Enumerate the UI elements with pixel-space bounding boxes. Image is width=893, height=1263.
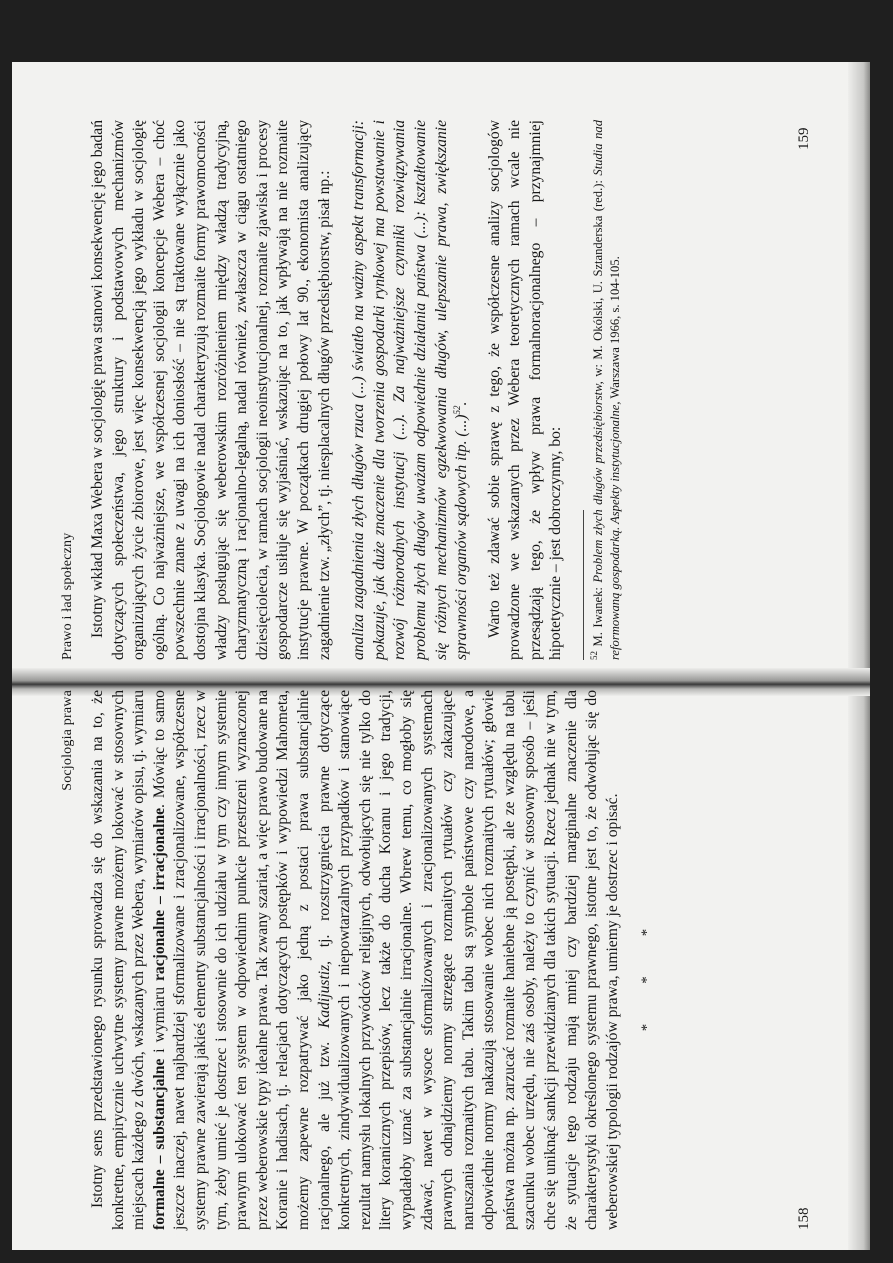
- bold-term: racjonalne – irracjonalne: [150, 807, 168, 981]
- text-run: . Mówiąc to samo jeszcze inaczej, nawet najbardziej sformalizowane i zracjonalizowane, współczesne systemy prawne zawierają jakieś elementy substancjalności i irracjonalności, rzecz w tym, żeby umieć je dostrzec i stosownie do ich udziału w tym czy innym systemie prawnym ulokować ten system w odpowiednim punkcie przestrzeni wyznaczonej przez weberowskie typy idealne prawa. Tak zwany szariat, a więc prawo budowane na Koranie i hadisach, tj. relacjach dotyczących postępków i wypowiedzi Mahometa, możemy zapewne rozpatrywać jako jedną z postaci prawa substancjalnie racjonalnego, ale już tzw.: [150, 690, 333, 1230]
- page-number: 159: [796, 127, 812, 150]
- page-body: [88, 690, 664, 1230]
- text-run: Istotny sens przedstawionego rysunku sprowadza się do wskazania na to, że konkretne, empirycznie uchwytne systemy prawne możemy lokować w stosownych miejscach każdego z dwóch, wskazanych przez Webera, wymiarów opisu, tj. wymiaru: [89, 690, 148, 1230]
- block-quote: analiza zagadnienia złych długów rzuca (...) światło na ważny aspekt transformacji: pokazuje, jak duże znaczenie dla tworzenia gospodarki rynkowej ma powstawanie i rozwój różnorodnych instytucji (...). Za najważniejsze czynniki rozwiązywania problemu złych długów uważam odpowiednie działania państwa (...): kształtowanie się różnych mechanizmów egzekwowania długów, ulepszanie prawa, zwiększanie sprawności organów sądowych itp. (...)$^{52}$.: [350, 120, 471, 660]
- asterisk: *: [639, 983, 656, 1032]
- paragraph: Istotny wkład Maxa Webera w socjologię prawa stanowi konsekwencję jego badań dotyczących społeczeństwa, jego struktury i podstawowych mechanizmów organizujących życie zbiorowe, jest więc konsekwencją jego wykładu w socjologię ogólną. Co najważniejsze, we współczesnej socjologii koncepcje Webera – choć powszechnie znane z uwagi na ich doniosłość – nie są traktowane wyłącznie jako dostojna klasyka. Socjologowie nadal charakteryzują rozmaite formy prawomocności władzy posługując się weberowskim rozróżnieniem między władzą tradycyjną, charyzmatyczną i racjonalno-legalną, nadal również, zwłaszcza w ciągu ostatniego dziesięciolecia, w ramach socjologii neoinstytucjonalnej, rozmaite zjawiska i procesy gospodarcze usiłuje się wyjaśniać, wskazując na to, jak wpływają na nie rozmaite instytucje prawne. W początkach drugiej połowy lat 90., ekonomista analizujący zagadnienie tzw. „złych”, tj. niesplacalnych długów przedsiębiorstw, pisał np.:: [89, 120, 333, 660]
- footnote-title: Problem złych długów przedsiębiorstw,: [591, 381, 606, 583]
- footnote-book: Studia nad reformowaną gospodarką. Aspekty instytucjonalne,: [591, 120, 622, 660]
- running-head: Prawo i ład społeczny: [60, 532, 75, 660]
- footnote: [590, 120, 623, 660]
- footnote-ref: 52: [451, 405, 462, 415]
- page-159: [60, 120, 820, 660]
- page-158: [60, 690, 820, 1230]
- paragraph: Warto też zdawać sobie sprawę z tego, że współczesne analizy socjologów prowadzone we wskazanych przez Webera teoretycznych ramach wcale nie przesądzają tego, że wpływ prawa formalnoracjonalnego – przynajmniej hipotetycznie – jest dobroczynny, bo:: [485, 120, 565, 660]
- footnote-in: w: M. Okólski, U. Sztanderska (red.):: [591, 180, 606, 377]
- quote-text: analiza zagadnienia złych długów rzuca (...) światło na ważny aspekt transformacji: pokazuje, jak duże znaczenie dla tworzenia gospodarki rynkowej ma powstawanie i rozwój różnorodnych instytucji (...). Za najważniejsze czynniki rozwiązywania problemu złych długów uważam odpowiednie działania państwa (...): kształtowanie się różnych mechanizmów egzekwowania długów, ulepszanie prawa, zwiększanie sprawności organów sądowych itp. (...): [350, 120, 471, 660]
- text-run: i wymiaru: [150, 986, 168, 1053]
- footnote-rule: [583, 510, 584, 660]
- asterisk: *: [639, 936, 656, 984]
- asterisk: *: [639, 888, 656, 937]
- footnote-author: M. Iwanek:: [591, 587, 606, 647]
- footnote-pub: Warszawa 1966, s. 104-105.: [607, 256, 622, 399]
- paragraph: [88, 690, 623, 1230]
- page-number: 158: [796, 1207, 812, 1230]
- italic-term: Kadijustiz,: [315, 960, 333, 1029]
- bold-term: formalne – substancjalne: [150, 1058, 168, 1230]
- page-body: [88, 120, 623, 660]
- text-run: tj. rozstrzygnięcia prawne dotyczące konkretnych, zindywidualizowanych i niepowtarzalnych przypadków i stanowiące rezultat namysłu lokalnych przywódców religijnych, odwołujących się nie tylko do litery koranicznych przepisów, lecz także do ducha Koranu i jego tradycji, wypadałoby uznać za substancjalnie irracjonalne. Wbrew temu, co mogłoby się zdawać, nawet w wysoce sformalizowanych i zracjonalizowanych systemach prawnych odnajdziemy normy strzegące rozmaitych rytuałów czy zakazujące naruszania rozmaitych tabu. Takim tabu są symbole państwowe czy narodowe, a odpowiednie normy nakazują stosowanie wobec nich rozmaitych rytuałów; głowie państwa można np. zarzucać rozmaite haniebne ją postępki, ale ze względu na tabu szacunku wobec urzędu, nie zaś osoby, należy to czynić w stosowny sposób – jeśli chce się uniknąć sankcji przewidzianych dla takich sytuacji. Rzecz jednak nie w tym, że sytuacje tego rodzaju mają mniej czy bardziej marginalne znaczenie dla charakterystyki określonego systemu prawnego, istotne jest to, że odwołując się do weberowskiej typologii rodzajów prawa, umiemy je dostrzec i opisać.: [315, 690, 621, 1230]
- section-break: [637, 690, 658, 1230]
- footnote-mark: 52: [588, 651, 599, 660]
- page-edge-shadow: [848, 62, 870, 1250]
- running-head: Socjologia prawa: [60, 690, 75, 791]
